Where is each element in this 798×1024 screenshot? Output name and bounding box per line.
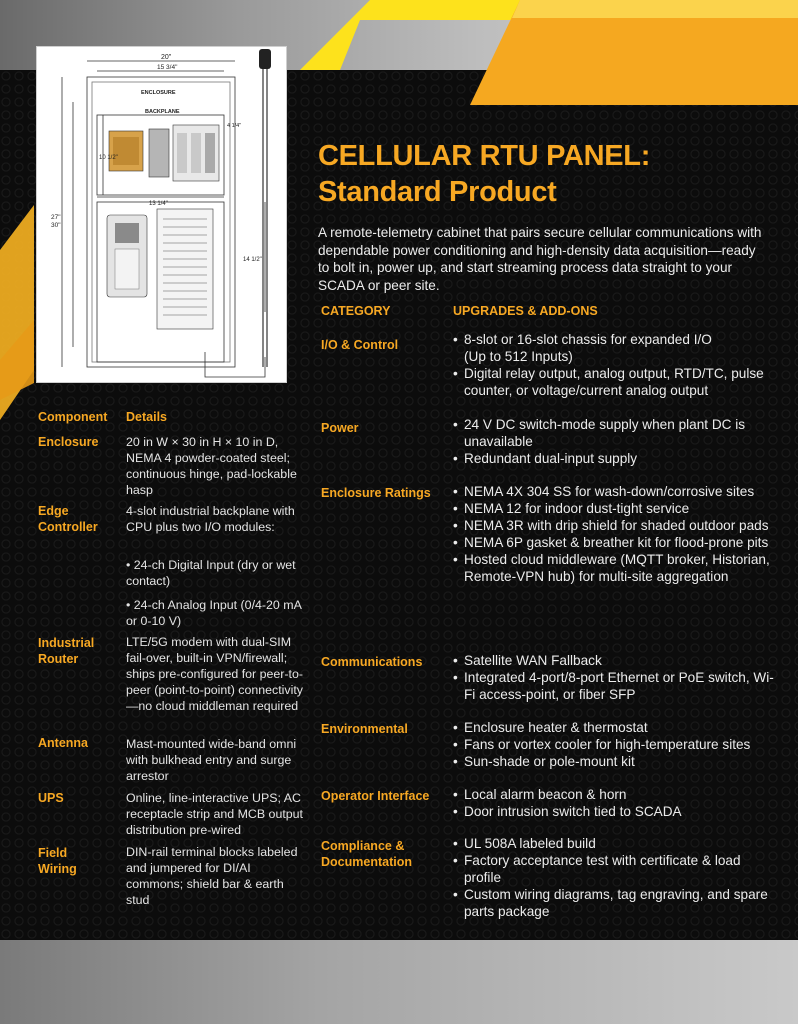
drawing-backplane-label: BACKPLANE [145,109,180,115]
component-antenna-details: Mast-mounted wide-band omni with bulkhead entry and surge arrestor [126,737,297,783]
category-operator-interface: Operator Interface [321,789,430,803]
drawing-enclosure-label: ENCLOSURE [141,90,176,96]
list-item: • NEMA 12 for indoor dust-tight service [451,500,781,517]
component-enclosure-details: 20 in W × 30 in H × 10 in D, NEMA 4 powder-coated steel; continuous hinge, pad-lockable hasp [126,435,297,497]
component-industrial-router-details: LTE/5G modem with dual-SIM fail-over, built-in VPN/firewall; ships pre-configured for peer-to-peer (point-to-point) connectivity—no cloud middleman required [126,635,303,713]
component-industrial-router [38,635,120,667]
category-io-control: I/O & Control [321,338,399,352]
component-field-wiring-details: DIN-rail terminal blocks labeled and jumpered for DI/AI commons; shield bar & earth stud [126,845,298,907]
drawing-backplane-height-label: 10 1/2" [99,155,118,161]
category-compliance-line1: Compliance & [321,839,405,853]
edge-controller-line2: Controller [38,520,98,534]
category-environmental: Environmental [321,722,408,736]
list-item: • Sun-shade or pole-mount kit [451,753,781,770]
enclosure-drawing [36,46,287,383]
communications-list [451,652,781,703]
drawing-height-inner-label: 27" [51,214,61,221]
components-header-details: Details [126,410,167,424]
list-item: • Local alarm beacon & horn [451,786,781,803]
category-power: Power [321,421,359,435]
list-item: • Integrated 4-port/8-port Ethernet or PoE switch, Wi-Fi access-point, or fiber SFP [451,669,781,703]
component-enclosure: Enclosure [38,435,99,449]
operator-interface-list [451,786,781,820]
component-field-wiring [38,845,120,877]
components-header-component: Component [38,410,108,424]
list-item: • Door intrusion switch tied to SCADA [451,803,781,820]
edge-controller-bullet-2: • 24-ch Analog Input (0/4-20 mA or 0-10 V) [126,598,302,628]
upgrades-header-addons: UPGRADES & ADD-ONS [453,304,598,318]
list-item: • NEMA 3R with drip shield for shaded outdoor pads [451,517,781,534]
list-item: • 24 V DC switch-mode supply when plant DC is unavailable [451,416,781,450]
category-enclosure-ratings: Enclosure Ratings [321,486,431,500]
category-compliance [321,838,446,870]
category-compliance-line2: Documentation [321,855,412,869]
list-item: • NEMA 4X 304 SS for wash-down/corrosive sites [451,483,781,500]
upgrades-header-category: CATEGORY [321,304,391,318]
edge-controller-line1: Edge [38,504,69,518]
list-item: • Redundant dual-input supply [451,450,781,467]
industrial-router-line1: Industrial [38,636,95,650]
component-ups: UPS [38,791,64,805]
page-title [318,138,778,210]
title-line-1: CELLULAR RTU PANEL: [318,140,651,172]
list-item: • Custom wiring diagrams, tag engraving, and spare parts package [451,886,781,920]
component-edge-controller [38,503,120,535]
io-control-list [451,331,781,399]
list-item-continuation: (Up to 512 Inputs) [464,349,573,364]
list-item: • Hosted cloud middleware (MQTT broker, Historian, Remote-VPN hub) for multi-site aggregation [451,551,781,585]
compliance-list [451,835,781,920]
component-ups-details: Online, line-interactive UPS; AC receptacle strip and MCB output distribution pre-wired [126,791,304,837]
drawing-side-label: 4 1/4" [227,123,242,129]
drawing-width-label: 20" [161,54,172,61]
category-communications: Communications [321,655,423,669]
drawing-backplane-width-label: 13 1/4" [149,201,168,207]
power-list [451,416,781,467]
list-item: • Factory acceptance test with certificate & load profile [451,852,781,886]
enclosure-ratings-list [451,483,781,585]
intro-paragraph: A remote-telemetry cabinet that pairs secure cellular communications with dependable power conditioning and high-density data acquisition—ready to bolt in, power up, and start streaming process data straight to your SCADA or peer site. [318,225,762,293]
component-edge-controller-details: 4-slot industrial backplane with CPU plus two I/O modules: [126,504,295,534]
drawing-inner-width-label: 15 3/4" [157,64,178,71]
field-wiring-line2: Wiring [38,862,77,876]
drawing-height-outer-label: 30" [51,222,61,229]
component-antenna: Antenna [38,736,88,750]
list-item: • NEMA 6P gasket & breather kit for flood-prone pits [451,534,781,551]
list-item: • Satellite WAN Fallback [451,652,781,669]
list-item: • Enclosure heater & thermostat [451,719,781,736]
drawing-lower-height-label: 14 1/2" [243,257,262,263]
list-item: • UL 508A labeled build [451,835,781,852]
list-item: • Digital relay output, analog output, RTD/TC, pulse counter, or voltage/current analog output [451,365,781,399]
list-item: • 8-slot or 16-slot chassis for expanded I/O [451,331,781,348]
edge-controller-bullet-1: • 24-ch Digital Input (dry or wet contact) [126,558,296,588]
environmental-list [451,719,781,770]
industrial-router-line2: Router [38,652,79,666]
title-line-2: Standard Product [318,176,557,208]
field-wiring-line1: Field [38,846,68,860]
list-item: • Fans or vortex cooler for high-temperature sites [451,736,781,753]
